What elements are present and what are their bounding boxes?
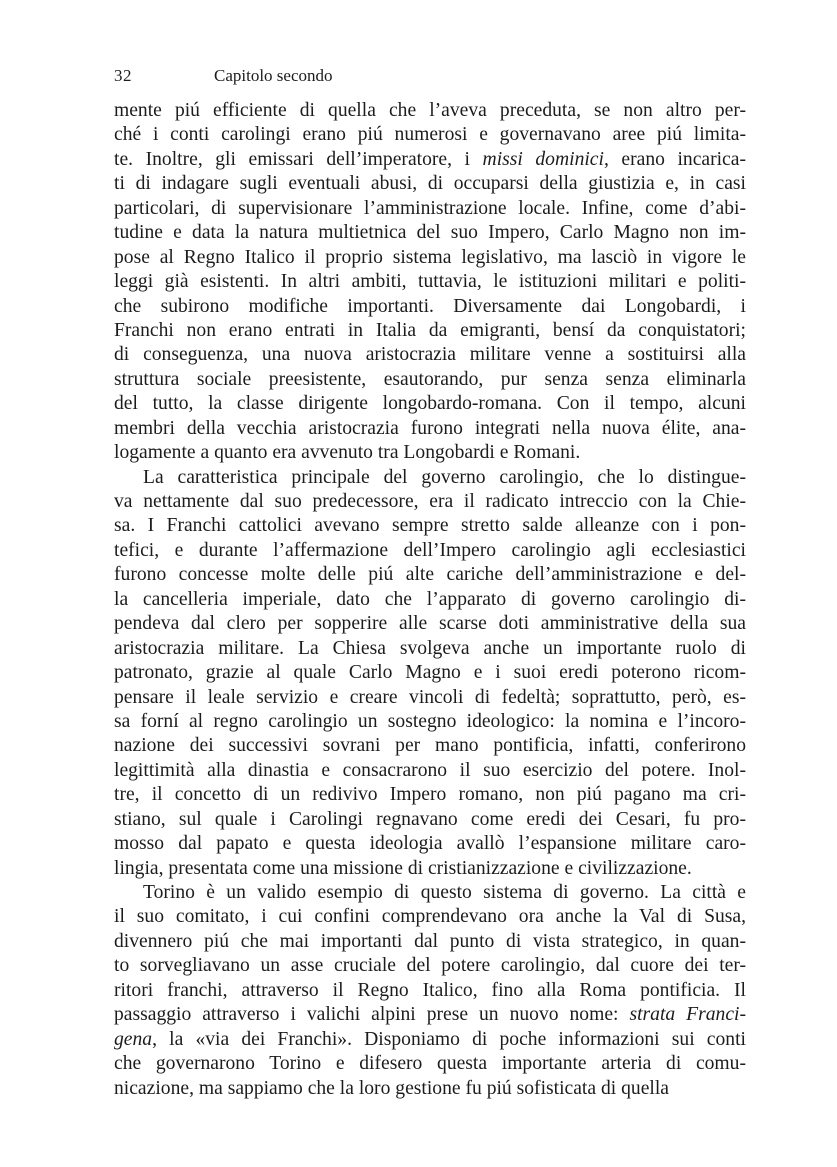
text-segment: tre, il concetto di un redivivo Impero romano, non piú pagano ma cri- bbox=[114, 784, 746, 806]
text-segment: divennero piú che mai importanti dal punto di vista strategico, in quan- bbox=[114, 930, 746, 952]
text-segment: Franchi non erano entrati in Italia da emigranti, bensí da conquistatori; bbox=[114, 319, 746, 341]
page-number: 32 bbox=[114, 66, 132, 85]
text-line bbox=[114, 539, 746, 563]
text-segment: nazione dei successivi sovrani per mano pontificia, infatti, conferirono bbox=[114, 735, 746, 757]
text-line bbox=[114, 832, 746, 856]
text-line bbox=[114, 368, 746, 392]
text-line bbox=[114, 1077, 746, 1101]
text-line bbox=[114, 808, 746, 832]
text-line bbox=[114, 979, 746, 1003]
text-segment: pensare il leale servizio e creare vincoli di fedeltà; soprattutto, però, es- bbox=[114, 686, 746, 708]
italic-text: strata Franci- bbox=[629, 1004, 746, 1026]
text-line bbox=[114, 661, 746, 685]
text-segment: che subirono modifiche importanti. Diversamente dai Longobardi, i bbox=[114, 295, 746, 317]
text-line bbox=[114, 857, 746, 881]
running-head bbox=[114, 63, 333, 89]
text-segment: furono concesse molte delle piú alte cariche dell’amministrazione e del- bbox=[114, 564, 746, 586]
body-text bbox=[114, 99, 746, 1101]
text-line bbox=[114, 686, 746, 710]
text-segment: struttura sociale preesistente, esautorando, pur senza senza eliminarla bbox=[114, 368, 746, 390]
text-line bbox=[114, 954, 746, 978]
text-segment: che governarono Torino e difesero questa importante arteria di comu- bbox=[114, 1053, 746, 1075]
text-segment: Torino è un valido esempio di questo sistema di governo. La città e bbox=[143, 882, 746, 903]
text-line bbox=[114, 246, 746, 270]
text-segment: membri della vecchia aristocrazia furono integrati nella nuova élite, ana- bbox=[114, 417, 746, 439]
text-segment: tefici, e durante l’affermazione dell’Impero carolingio agli ecclesiastici bbox=[114, 539, 746, 561]
text-segment: , erano incarica- bbox=[603, 148, 746, 170]
text-segment: passaggio attraverso i valichi alpini prese un nuovo nome: bbox=[114, 1004, 630, 1026]
text-line bbox=[114, 734, 746, 758]
text-segment: lingia, presentata come una missione di cristianizzazione e civilizzazione. bbox=[114, 857, 692, 879]
text-line bbox=[114, 319, 746, 343]
text-line bbox=[114, 270, 746, 294]
text-segment: te. Inoltre, gli emissari dell’imperatore, i bbox=[114, 148, 483, 170]
text-segment: ché i conti carolingi erano piú numerosi e governavano aree piú limita- bbox=[114, 124, 746, 146]
text-segment: del tutto, la classe dirigente longobardo-romana. Con il tempo, alcuni bbox=[114, 393, 746, 415]
text-segment: il suo comitato, i cui confini comprendevano ora anche la Val di Susa, bbox=[114, 906, 746, 928]
text-line bbox=[114, 490, 746, 514]
text-line bbox=[114, 466, 746, 490]
text-line bbox=[114, 295, 746, 319]
text-segment: , la «via dei Franchi». Disponiamo di poche informazioni sui conti bbox=[152, 1028, 746, 1050]
text-line bbox=[114, 99, 746, 123]
text-line bbox=[114, 1052, 746, 1076]
text-line bbox=[114, 905, 746, 929]
text-line bbox=[114, 514, 746, 538]
chapter-title: Capitolo secondo bbox=[214, 66, 333, 85]
text-line bbox=[114, 221, 746, 245]
text-segment: logamente a quanto era avvenuto tra Longobardi e Romani. bbox=[114, 442, 581, 464]
text-segment: to sorvegliavano un asse cruciale del potere carolingio, dal cuore dei ter- bbox=[114, 955, 746, 977]
text-line bbox=[114, 881, 746, 905]
text-segment: la cancelleria imperiale, dato che l’apparato di governo carolingio di- bbox=[114, 588, 746, 610]
text-line bbox=[114, 172, 746, 196]
text-segment: pose al Regno Italico il proprio sistema legislativo, ma lasciò in vigore le bbox=[114, 246, 746, 268]
text-line bbox=[114, 148, 746, 172]
text-segment: leggi già esistenti. In altri ambiti, tuttavia, le istituzioni militari e politi- bbox=[114, 271, 746, 293]
text-line bbox=[114, 710, 746, 734]
text-line bbox=[114, 759, 746, 783]
text-segment: ti di indagare sugli eventuali abusi, di occuparsi della giustizia e, in casi bbox=[114, 173, 746, 195]
text-line bbox=[114, 441, 746, 465]
text-segment: va nettamente dal suo predecessore, era il radicato intreccio con la Chie- bbox=[114, 491, 746, 512]
text-segment: legittimità alla dinastia e consacrarono il suo esercizio del potere. Inol- bbox=[114, 759, 746, 781]
text-line bbox=[114, 417, 746, 441]
text-line bbox=[114, 563, 746, 587]
paragraph bbox=[114, 99, 746, 466]
text-segment: mosso dal papato e questa ideologia avallò l’espansione militare caro- bbox=[114, 833, 746, 855]
text-segment: aristocrazia militare. La Chiesa svolgeva anche un importante ruolo di bbox=[114, 637, 746, 659]
italic-text: gena bbox=[114, 1028, 153, 1050]
text-line bbox=[114, 123, 746, 147]
text-line bbox=[114, 930, 746, 954]
text-line bbox=[114, 783, 746, 807]
italic-text: missi dominici bbox=[482, 148, 604, 170]
text-segment: mente piú efficiente di quella che l’aveva preceduta, se non altro per- bbox=[114, 100, 746, 121]
text-line bbox=[114, 612, 746, 636]
paragraph bbox=[114, 881, 746, 1101]
text-line bbox=[114, 588, 746, 612]
text-segment: sa. I Franchi cattolici avevano sempre stretto salde alleanze con i pon- bbox=[114, 515, 746, 537]
text-segment: tudine e data la natura multietnica del suo Impero, Carlo Magno non im- bbox=[114, 222, 746, 244]
text-segment: sa forní al regno carolingio un sostegno ideologico: la nomina e l’incoro- bbox=[114, 710, 746, 732]
text-segment: nicazione, ma sappiamo che la loro gestione fu piú sofisticata di quella bbox=[114, 1077, 669, 1099]
text-segment: particolari, di supervisionare l’amministrazione locale. Infine, come d’abi- bbox=[114, 197, 746, 219]
text-segment: stiano, sul quale i Carolingi regnavano come eredi dei Cesari, fu pro- bbox=[114, 808, 746, 830]
text-segment: di conseguenza, una nuova aristocrazia militare venne a sostituirsi alla bbox=[114, 344, 746, 366]
paragraph bbox=[114, 466, 746, 881]
text-segment: pendeva dal clero per sopperire alle scarse doti amministrative della sua bbox=[114, 613, 746, 635]
text-line bbox=[114, 392, 746, 416]
text-line bbox=[114, 637, 746, 661]
text-segment: ritori franchi, attraverso il Regno Italico, fino alla Roma pontificia. Il bbox=[114, 979, 746, 1001]
text-line bbox=[114, 197, 746, 221]
text-line bbox=[114, 343, 746, 367]
text-segment: La caratteristica principale del governo carolingio, che lo distingue- bbox=[143, 466, 746, 488]
text-segment: patronato, grazie al quale Carlo Magno e i suoi eredi poterono ricom- bbox=[114, 662, 746, 684]
text-line bbox=[114, 1028, 746, 1052]
text-line bbox=[114, 1003, 746, 1027]
